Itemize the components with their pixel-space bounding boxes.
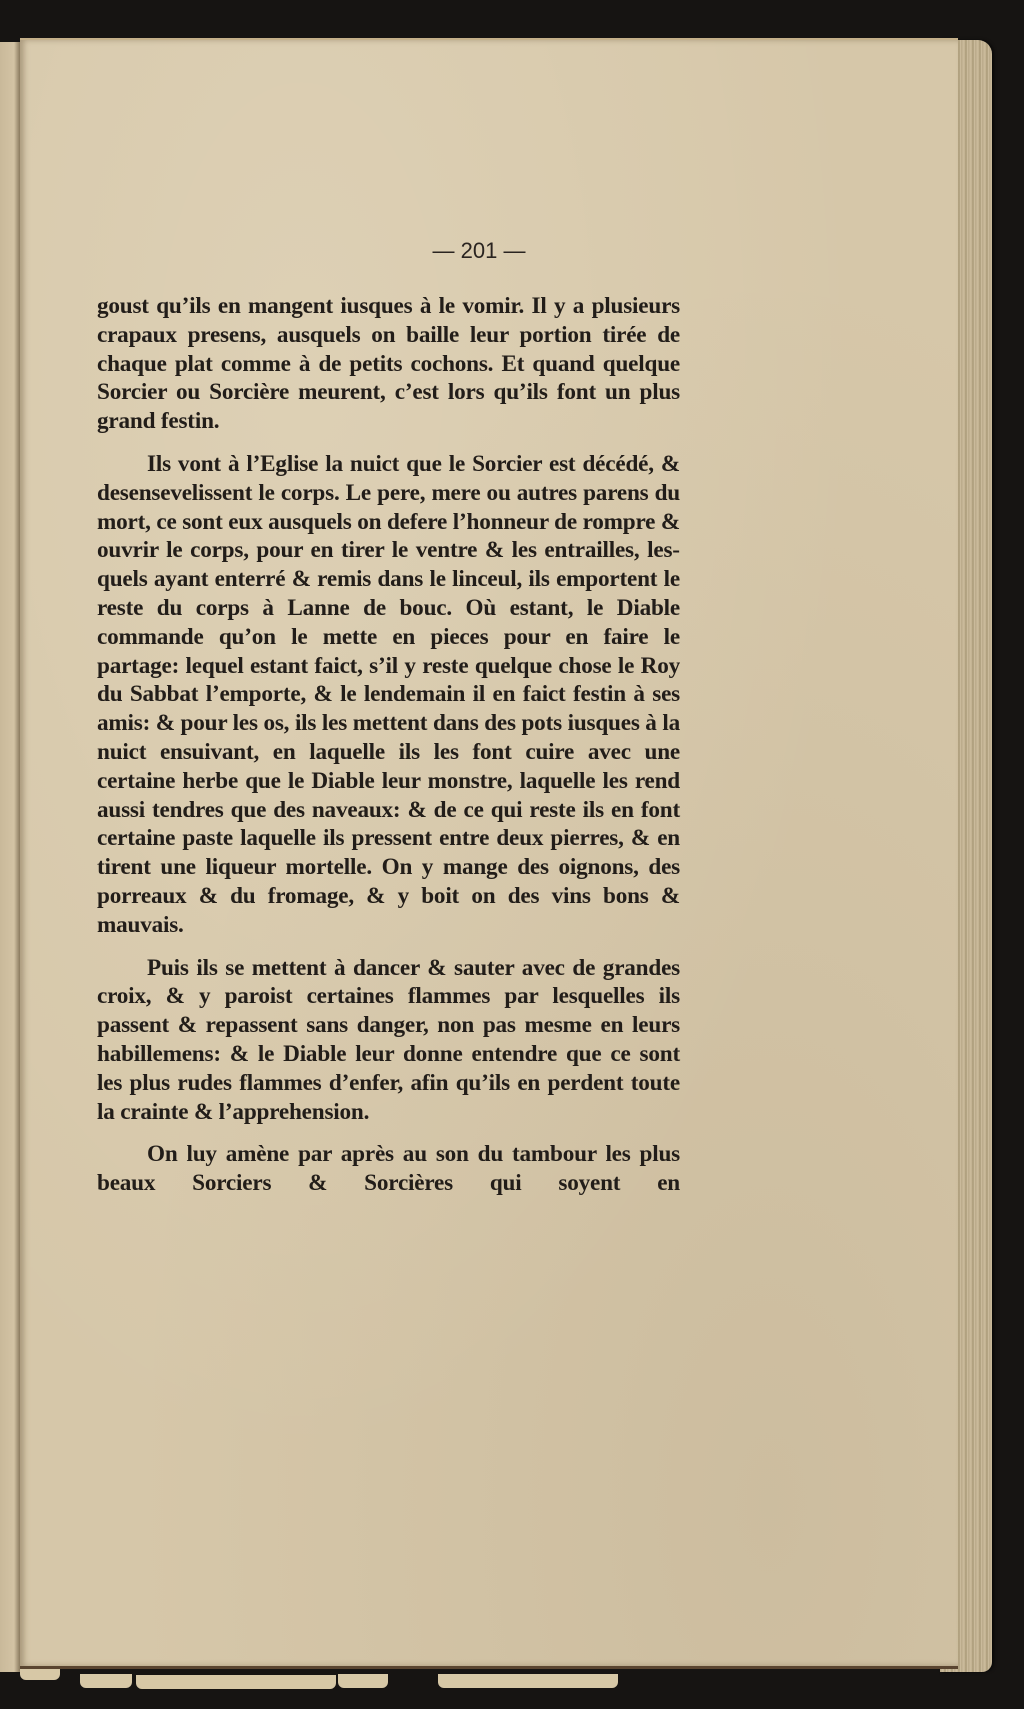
paragraph: Puis ils se mettent à dancer & sauter avec de grandes croix, & y paroist certaines flammes par lesquelles ils passent & repassent sans danger, non pas mesme en leurs habillemens: & le Diable leur donne entendre que ce sont les plus rudes flammes d’enfer, afin qu’ils en perdent toute la crainte & l’apprehension.	[97, 954, 680, 1125]
previous-page-edge	[0, 42, 20, 1672]
paragraph: Ils vont à l’Eglise la nuict que le Sorcier est décédé, & desensevelissent le corps. Le pere, mere ou autres parens du mort, ce sont eux ausquels on defere l’honneur de rompre & ouvrir le corps, pour en tirer le ventre & les entrailles, lesquels ayant enterré & remis dans le linceul, ils emportent le reste du corps à Lanne de bouc. Où estant, le Diable commande qu’on le mette en pieces pour en faire le partage: lequel estant faict, s’il y reste quelque chose le Roy du Sabbat l’emporte, & le lendemain il en faict festin à ses amis: & pour les os, ils les mettent dans des pots iusques à la nuict ensuivant, en laquelle ils les font cuire avec une certaine herbe que le Diable leur monstre, laquelle les rend aussi tendres que des naveaux: & de ce qui reste ils en font certaine paste laquelle ils pressent entre deux pierres, & en tirent une liqueur mortelle. On y mange des oignons, des porreaux & du fromage, & y boit on des vins bons & mauvais.	[97, 450, 680, 938]
paragraph-continuation: goust qu’ils en mangent iusques à le vomir. Il y a plusieurs crapaux presens, ausquels on baille leur portion tirée de chaque plat comme à de petits cochons. Et quand quelque Sorcier ou Sorcière meurent, c’est lors qu’ils font un plus grand festin.	[97, 293, 680, 435]
page-number: — 201 —	[432, 238, 526, 263]
book-page	[20, 38, 958, 1669]
body-text	[97, 292, 680, 1212]
paragraph: On luy amène par après au son du tambour les plus beaux Sorciers & Sorcières qui soyent en	[97, 1141, 680, 1197]
